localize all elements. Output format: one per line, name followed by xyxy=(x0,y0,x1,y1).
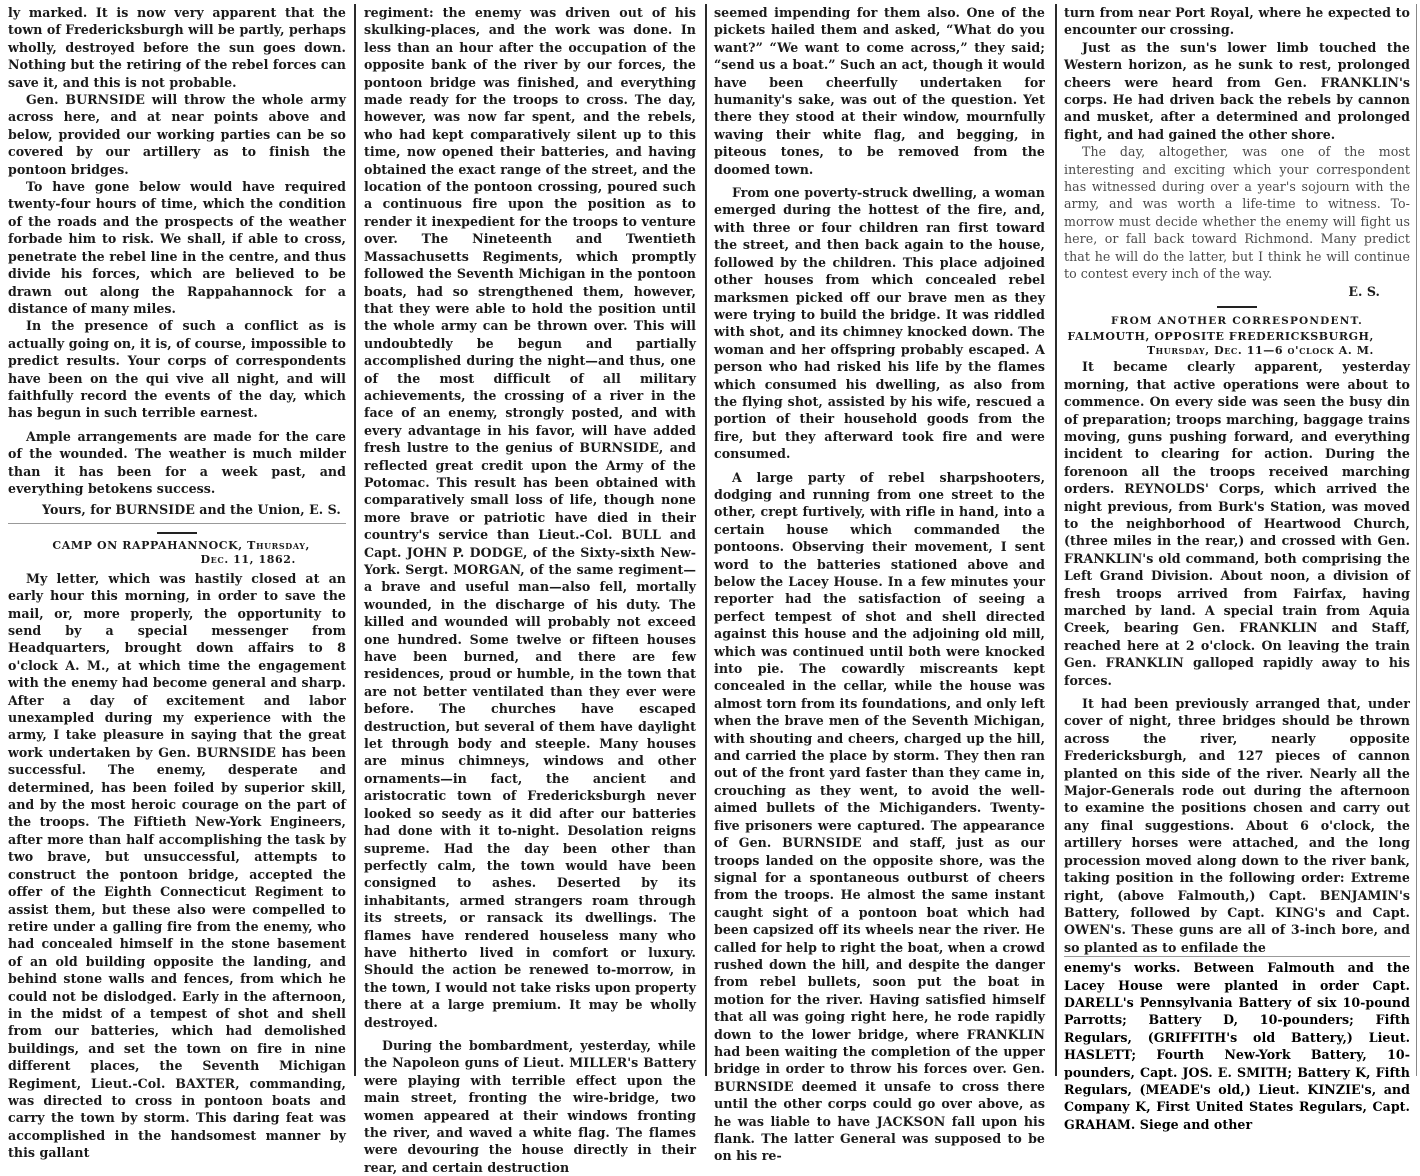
paragraph: regiment: the enemy was driven out of his skulking-places, and the work was done. In less than an hour after the occupation of the opposite bank of the river by our forces, the pontoon bridge was finished, and everything made ready for the troops to cross. The day, however, was now far spent, and the rebels, who had kept comparatively silent up to this time, now opened their batteries, and having obtained the exact range of the street, and the location of the pontoon crossing, poured such a continuous fire upon the position as to render it inexpedient for the troops to venture over. The Nineteenth and Twentieth Massachusetts Regiments, which promptly followed the Seventh Michigan in the pontoon boats, had so strengthened them, however, that they were able to hold the position until the whole army can be thrown over. This will undoubtedly be begun and partially accomplished during the night—and thus, one of the most difficult of all military achievements, the crossing of a river in the face of an enemy, strongly posted, and with every advantage in his favor, will have added fresh lustre to the genius of BURNSIDE, and reflected great credit upon the Army of the Potomac. This result has been obtained with comparatively small loss of life, though none more brave or patriotic have died in their country's service than Lieut.-Col. BULL and Capt. JOHN P. DODGE, of the Sixty-sixth New-York. Sergt. MORGAN, of the same regiment—a brave and useful man—also fell, mortally wounded, in the discharge of his duty. The killed and wounded will probably not exceed one hundred. Some twelve or fifteen houses have been burned, and there are few residences, proud or humble, in the town that are not better ventilated than they ever were before. The churches have escaped destruction, but several of them have daylight let through body and steeple. Many houses are minus chimneys, windows and other ornaments—in fact, the ancient and aristocratic town of Fredericksburgh never looked so seedy as it did after our batteries had done with it to-night. Desolation reigns supreme. Had the day been other than perfectly calm, the town would have been consigned to ashes. Deserted by its inhabitants, armed strangers roam through its streets, or ransack its dwellings. The flames have rendered houseless many who have hitherto lived in comfort or luxury. Should the action be renewed to-morrow, in the town, I would not take risks upon property there at a large premium. It may be wholly destroyed. xyxy=(364,5,696,1030)
column-rule xyxy=(1055,4,1057,1076)
paragraph: During the bombardment, yesterday, while the Napoleon guns of Lieut. MILLER's Battery were playing with terrible effect upon the main street, fronting the wire-bridge, two women appeared at their windows fronting the river, and waved a white flag. The flames were devouring the house directly in their rear, and certain destruction xyxy=(364,1037,696,1175)
paragraph: From one poverty-struck dwelling, a woman emerged during the hottest of the fire, and, with three or four children ran first toward the street, and then back again to the house, followed by the children. This place adjoined other houses from which concealed rebel marksmen picked off our brave men as they were trying to build the bridge. It was riddled with shot, and its chimney knocked down. The woman and her offspring probably escaped. A person who had risked his life by the flames which consumed his dwelling, as also from the flying shot, assisted by his wife, rescued a portion of their household goods from the fire, but they afterward took fire and were consumed. xyxy=(714,185,1045,462)
dateline-line-1: CAMP ON RAPPAHANNOCK, Thursday, xyxy=(52,538,310,552)
paragraph: The day, altogether, was one of the most interesting and exciting which your correspondent has witnessed during over a year's sojourn with the army, and was worth a life-time to witness. To-morrow must decide whether the enemy will fight us here, or fall back toward Richmond. Many predict that he will do the latter, but I think he will continue to contest every inch of the way. xyxy=(1064,144,1410,282)
paragraph: It had been previously arranged that, under cover of night, three bridges should be thrown across the river, nearly opposite Fredericksburgh, and 127 pieces of cannon planted on this side of the river. Nearly all the Major-Generals rode out during the afternoon to examine the positions chosen and carry out any final suggestions. About 6 o'clock, the artillery horses were attached, and the long procession moved along down to the river bank, taking position in the following order: Extreme right, (above Falmouth,) Capt. BENJAMIN's Battery, followed by Capt. KING's and Capt. OWEN's. These guns are all of 3-inch bore, and so planted as to enfilade the xyxy=(1064,696,1410,955)
paragraph: enemy's works. Between Falmouth and the Lacey House were planted in order Capt. DARELL's Pennsylvania Battery of six 10-pound Parrotts; Battery D, 10-pounders; Fifth Regulars, (GRIFFITH's old Battery,) Lieut. HASLETT; Fourth New-York Battery, 10-pounders, Capt. JOS. E. SMITH; Battery K, Fifth Regulars, (MEADE's old,) Lieut. KINZIE's, and Company K, First United States Regulars, Capt. GRAHAM. Siege and other xyxy=(1064,956,1410,1133)
paragraph: turn from near Port Royal, where he expected to encounter our crossing. xyxy=(1064,5,1410,38)
paragraph: In the presence of such a conflict as is actually going on, it is, of course, impossible to predict results. Your corps of correspondents have been on the qui vive all night, and will faithfully record the events of the day, which has begun in such terrible earnest. xyxy=(8,318,346,421)
dateline-line-2: Thursday, Dec. 11—6 o'clock A. M. xyxy=(1146,344,1374,358)
paragraph: ly marked. It is now very apparent that the town of Fredericksburgh will be partly, perhaps wholly, destroyed before the sun goes down. Nothing but the retiring of the rebel forces can save it, and this is not probable. xyxy=(8,5,346,90)
section-heading: FROM ANOTHER CORRESPONDENT. xyxy=(1110,314,1364,327)
paragraph: To have gone below would have required twenty-four hours of time, which the condition of the roads and the prospects of the weather forbade him to risk. We shall, if able to cross, penetrate the rebel line in the centre, and thus divide his forces, which are believed to be drawn out along the Rappahannock for a distance of many miles. xyxy=(8,179,346,316)
section-divider xyxy=(8,523,346,567)
paragraph: Just as the sun's lower limb touched the Western horizon, as he sunk to rest, prolonged cheers were heard from Gen. FRANKLIN's corps. He had driven back the rebels by cannon and musket, after a determined and prolonged fight, and had gained the other shore. xyxy=(1064,39,1410,142)
dateline-line-2: Dec. 11, 1862. xyxy=(200,552,296,566)
dateline-line-1: FALMOUTH, OPPOSITE FREDERICKSBURGH, xyxy=(1067,330,1374,344)
paragraph: Ample arrangements are made for the care of the wounded. The weather is much milder than it has been for a week past, and everything betokens success. xyxy=(8,428,346,496)
paragraph: A large party of rebel sharpshooters, dodging and running from one street to the other, crept furtively, with rifle in hand, into a certain house which commanded the pontoons. Observing their movement, I sent word to the batteries stationed above and below the Lacey House. In a few minutes your reporter had the satisfaction of seeing a perfect tempest of shot and shell directed against this house and the adjoining old mill, which was continued until both were knocked into pie. The cowardly miscreants kept concealed in the cellar, while the house was almost torn from its foundations, and only left when the brave men of the Seventh Michigan, with shouting and cheers, charged up the hill, and carried the place by storm. They then ran out of the front yard faster than they came in, crouching as they went, to avoid the well-aimed bullets of the Michiganders. Twenty-five prisoners were captured. The appearance of Gen. BURNSIDE and staff, just as our troops landed on the opposite shore, was the signal for a spontaneous outburst of cheers from the troops. He almost the same instant caught sight of a pontoon boat which had been capsized off its wheels near the river. He called for help to right the boat, when a crowd rushed down the hill, and despite the danger from rebel bullets, soon put the boat in motion for the river. Having satisfied himself that all was going right here, he rode rapidly down to the lower bridge, where FRANKLIN had been waiting the completion of the upper bridge in order to throw his forces over. Gen. BURNSIDE deemed it unsafe to cross there until the other corps could go over above, as he was liable to have JACKSON fall upon his flank. The latter General was supposed to be on his re- xyxy=(714,469,1045,1164)
page-edge xyxy=(1416,4,1417,1076)
column-1 xyxy=(2,0,354,1161)
column-rule xyxy=(705,4,707,1076)
signoff: Yours, for BURNSIDE and the Union, E. S. xyxy=(42,502,341,518)
short-rule xyxy=(1217,306,1257,308)
initials: E. S. xyxy=(1348,283,1380,299)
column-rule xyxy=(354,4,356,1076)
short-rule xyxy=(157,532,197,534)
paragraph: seemed impending for them also. One of the pickets hailed them and asked, “What do you want?” “We want to come across,” they said; “send us a boat.” Such an act, though it would have been cheerfully undertaken for humanity's sake, was out of the question. Yet there they stood at their window, mournfully waving their white flag, and begging, in piteous tones, to be removed from the doomed town. xyxy=(714,5,1045,177)
paragraph: Gen. BURNSIDE will throw the whole army across here, and at near points above and below, provided our working parties can be so covered by our artillery as to finish the pontoon bridges. xyxy=(8,92,346,177)
column-4 xyxy=(1058,0,1418,1132)
column-3 xyxy=(708,0,1053,1164)
paragraph: It became clearly apparent, yesterday morning, that active operations were about to commence. On every side was seen the busy din of preparation; troops marching, baggage trains moving, guns pushing forward, and everything incident to clearing for action. During the forenoon all the troops received marching orders. REYNOLDS' Corps, which arrived the night previous, from Burk's Station, was moved to the neighborhood of Heartwood Church, (three miles in the rear,) and crossed with Gen. FRANKLIN's old command, both comprising the Left Grand Division. About noon, a division of fresh troops arrived from Fairfax, having marched by land. A special train from Aquia Creek, bearing Gen. FRANKLIN and Staff, reached here at 2 o'clock. On leaving the train Gen. FRANKLIN galloped rapidly away to his forces. xyxy=(1064,359,1410,688)
paragraph: My letter, which was hastily closed at an early hour this morning, in order to save the mail, or, more properly, the opportunity to send by a special messenger from Headquarters, brought down affairs to 8 o'clock A. M., at which time the engagement with the enemy had become general and sharp. After a day of excitement and labor unexampled during my experience with the army, I take pleasure in saying that the great work undertaken by Gen. BURNSIDE has been successful. The enemy, desperate and determined, has been foiled by superior skill, and by the most heroic courage on the part of the troops. The Fiftieth New-York Engineers, after more than half accomplishing the task by two brave, but unsuccessful, attempts to construct the pontoon bridge, accepted the offer of the Eighth Connecticut Regiment to assist them, but these also were compelled to retire under a galling fire from the enemy, who had concealed himself in the stone basement of an old building opposite the landing, and behind stone walls and fences, from which he could not be dislodged. Early in the afternoon, in the midst of a tempest of shot and shell from our batteries, which had demolished buildings, and set the town on fire in nine different places, the Seventh Michigan Regiment, Lieut.-Col. BAXTER, commanding, was directed to cross in pontoon boats and carry the town by storm. This daring feat was accomplished in the handsomest manner by this gallant xyxy=(8,570,346,1161)
column-2 xyxy=(358,0,704,1175)
